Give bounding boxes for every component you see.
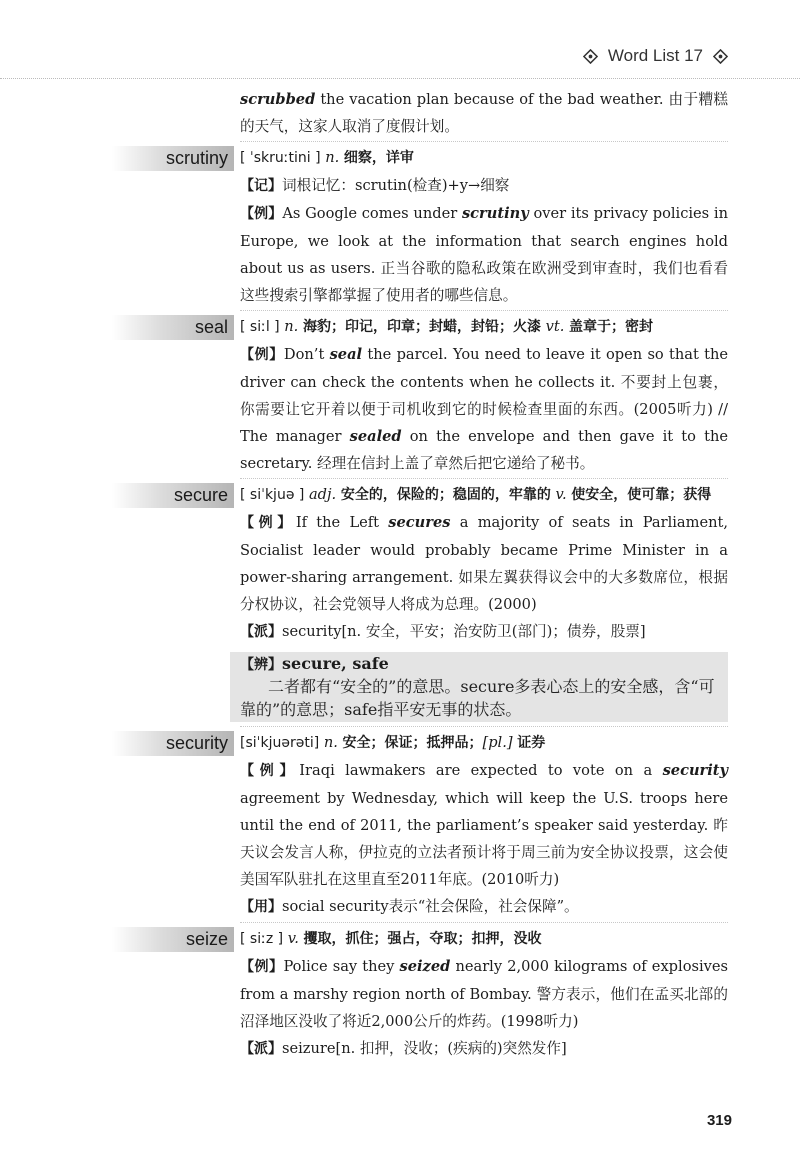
entry-seize: [0, 925, 800, 1063]
headword-label: scrutiny: [112, 146, 234, 171]
example-tag: 【例】: [240, 347, 284, 363]
derivative-def: [n. 扣押，没收；(疾病的)突然发作]: [335, 1040, 567, 1057]
entry-separator: [240, 922, 728, 923]
example-keyword: seized: [399, 958, 451, 975]
example-en: a majority of seats in Parliament, Socialist leader would probably became Prime Minister in a power-sharing arrangement.: [240, 514, 729, 586]
example-cn: 昨天议会发言人称，伊拉克的立法者预计将于周三前为安全协议投票，这会使美国军队驻扎在这里直至2011年底。: [240, 817, 728, 888]
definition: 盖章于；密封: [568, 319, 653, 335]
example-tag: 【例】: [240, 763, 300, 779]
example-source: (2000): [488, 596, 537, 613]
part-of-speech: v.: [555, 486, 567, 503]
example-source: (2010听力): [481, 871, 560, 888]
phonetic: [ siːl ]: [240, 319, 280, 335]
running-header: [583, 46, 728, 66]
distinction-tag: 【辨】: [240, 657, 282, 673]
headword-label: security: [112, 731, 234, 756]
example-tag: 【例】: [240, 515, 296, 531]
derivative-tag: 【派】: [240, 624, 282, 640]
example-en: As Google comes under: [282, 205, 462, 222]
intro-cn: 由于糟糕的天气，这家人取消了度假计划。: [240, 91, 728, 135]
entry-separator: [240, 478, 728, 479]
entry-seal: [0, 313, 800, 477]
entry-separator: [240, 141, 728, 142]
example-keyword: security: [662, 762, 729, 779]
example-en: If the Left: [295, 514, 389, 531]
example-en: on the envelope and then gave it to the secretary.: [240, 428, 728, 472]
example-keyword: seal: [329, 346, 363, 363]
derivative-word: security: [282, 623, 342, 640]
phonetic: [ ˈskruːtini ]: [240, 150, 321, 166]
example-cn: 不要封上包裹，你需要让它开着以便于司机收到它的时候检查里面的东西。: [240, 374, 728, 418]
headword-label: seal: [112, 315, 234, 340]
entry-separator: [240, 726, 728, 727]
phonetic: [ siːz ]: [240, 931, 284, 947]
memory-tag: 【记】: [240, 178, 282, 194]
diamond-ornament-icon: [583, 49, 598, 64]
content: [0, 86, 800, 1063]
entry-security: [0, 729, 800, 921]
distinction-text: 二者都有“安全的”的意思。secure多表心态上的安全感，含“可靠的”的意思；safe指平安无事的状态。: [240, 677, 715, 719]
example-en: The manager: [240, 428, 350, 445]
example-en: nearly 2,000 kilograms of explosives from a marshy region north of Bombay.: [240, 958, 729, 1003]
part-of-speech: adj.: [308, 486, 337, 503]
part-of-speech: v.: [287, 930, 299, 947]
example-keyword: secures: [388, 514, 451, 531]
derivative-def: [n. 安全，平安；治安防卫(部门)；债券，股票]: [341, 623, 646, 640]
definition: 攫取，抓住；强占，夺取；扣押，没收: [303, 931, 542, 947]
example-source: (2005听力): [633, 401, 713, 418]
derivative-tag: 【派】: [240, 1041, 282, 1057]
example-tag: 【例】: [240, 959, 284, 975]
definition: 细察，详审: [343, 150, 414, 166]
example-source: (1998听力): [500, 1013, 579, 1030]
entry-separator: [240, 310, 728, 311]
intro-en: the vacation plan because of the bad weather.: [315, 91, 669, 108]
definition: 使安全，使可靠；获得: [571, 487, 712, 503]
diamond-ornament-icon: [713, 49, 728, 64]
definition: 安全的，保险的；稳固的，牢靠的: [340, 487, 551, 503]
example-keyword: scrutiny: [461, 205, 529, 222]
memory-note: 词根记忆：scrutin(检查)+y→细察: [282, 177, 510, 194]
example-en: over its privacy policies in Europe, we look at the information that search engines hold about us as users.: [240, 205, 728, 277]
entry-secure: [0, 481, 800, 722]
part-of-speech: vt.: [545, 318, 565, 335]
part-of-speech: n.: [323, 734, 338, 751]
example-divider: //: [712, 401, 728, 418]
intro-continuation: [240, 86, 728, 140]
distinction-box: [230, 652, 728, 722]
definition: 海豹；印记，印章；封蜡，封铅；火漆: [302, 319, 541, 335]
phonetic: [siˈkjuərəti]: [240, 735, 320, 751]
header-title: Word List 17: [607, 46, 703, 65]
example-en: Iraqi lawmakers are expected to vote on a: [299, 762, 663, 779]
example-en: the parcel. You need to leave it open so that the driver can check the contents when he collects it.: [240, 346, 728, 391]
intro-keyword: scrubbed: [240, 91, 316, 108]
example-cn: 经理在信封上盖了章然后把它递给了秘书。: [317, 455, 595, 472]
usage-tag: 【用】: [240, 899, 282, 915]
header-rule: [0, 78, 800, 79]
example-cn: 如果左翼获得议会中的大多数席位，根据分权协议，社会党领导人将成为总理。: [240, 569, 728, 613]
headword-label: secure: [112, 483, 234, 508]
definition: 安全；保证；抵押品；: [342, 735, 483, 751]
page-number: 319: [706, 1112, 732, 1129]
entry-scrutiny: [0, 144, 800, 309]
part-of-speech: n.: [325, 149, 340, 166]
example-en: Police say they: [283, 958, 400, 975]
example-cn: 警方表示，他们在孟买北部的沼泽地区没收了将近2,000公斤的炸药。: [240, 986, 728, 1030]
phonetic: [ siˈkjuə ]: [240, 487, 305, 503]
headword-label: seize: [112, 927, 234, 952]
example-cn: 正当谷歌的隐私政策在欧洲受到审查时，我们也看看这些搜索引擎都掌握了使用者的哪些信息。: [240, 260, 728, 304]
example-tag: 【例】: [240, 206, 283, 222]
part-of-speech: [pl.]: [482, 734, 513, 751]
example-en: Don’t: [283, 346, 330, 363]
derivative-word: seizure: [282, 1040, 336, 1057]
example-keyword: sealed: [349, 428, 402, 445]
distinction-title: secure, safe: [282, 654, 389, 673]
usage-note: social security表示“社会保险，社会保障”。: [282, 898, 579, 915]
part-of-speech: n.: [284, 318, 299, 335]
definition: 证券: [517, 735, 546, 751]
example-en: agreement by Wednesday, which will keep the U.S. troops here until the end of 2011, the parliament’s speaker said yesterday.: [240, 790, 728, 834]
